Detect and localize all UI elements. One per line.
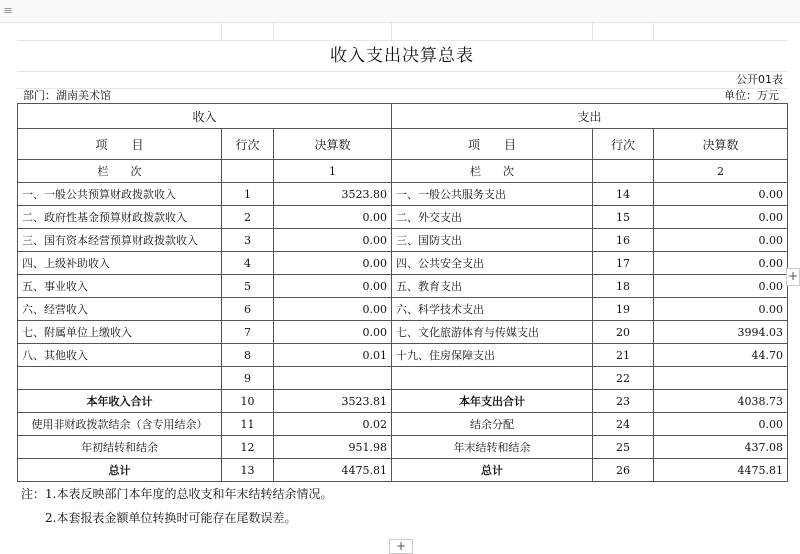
sheet-menu-icon[interactable]: ≡	[3, 4, 13, 17]
income-section-header[interactable]: 收入	[18, 104, 392, 129]
income-row-no-cell[interactable]: 7	[222, 321, 274, 344]
expense-item-header[interactable]: 项 目	[392, 129, 593, 160]
income-row-no-cell[interactable]: 5	[222, 275, 274, 298]
expense-amount-cell[interactable]: 0.00	[654, 206, 788, 229]
income-amount-cell[interactable]: 0.00	[274, 206, 392, 229]
expense-summary-label[interactable]: 年末结转和结余	[392, 436, 593, 459]
income-amount-cell[interactable]: 951.98	[274, 436, 392, 459]
expense-item-cell[interactable]: 三、国防支出	[392, 229, 593, 252]
table-row	[18, 183, 788, 206]
expense-item-cell[interactable]	[392, 367, 593, 390]
expense-row-no-cell[interactable]: 26	[593, 459, 654, 482]
expense-row-no-cell[interactable]: 17	[593, 252, 654, 275]
expense-item-cell[interactable]: 二、外交支出	[392, 206, 593, 229]
expense-column-number[interactable]: 2	[654, 160, 788, 183]
income-summary-label[interactable]: 本年收入合计	[18, 390, 222, 413]
expense-summary-label[interactable]: 结余分配	[392, 413, 593, 436]
expense-amount-header[interactable]: 决算数	[654, 129, 788, 160]
income-amount-cell[interactable]: 0.00	[274, 321, 392, 344]
expense-row-no-cell[interactable]: 25	[593, 436, 654, 459]
income-amount-cell[interactable]: 3523.81	[274, 390, 392, 413]
expense-item-cell[interactable]: 七、文化旅游体育与传媒支出	[392, 321, 593, 344]
section-header-row	[18, 104, 788, 129]
expense-item-cell[interactable]: 十九、住房保障支出	[392, 344, 593, 367]
expense-row-no-cell[interactable]: 22	[593, 367, 654, 390]
income-summary-label[interactable]: 使用非财政拨款结余（含专用结余）	[18, 413, 222, 436]
sheet-top-strip	[0, 0, 800, 23]
expense-amount-cell[interactable]: 0.00	[654, 298, 788, 321]
notes-area	[17, 482, 787, 530]
income-item-cell[interactable]: 八、其他收入	[18, 344, 222, 367]
expense-summary-label[interactable]: 总计	[392, 459, 593, 482]
expense-amount-cell[interactable]: 0.00	[654, 252, 788, 275]
table-row	[18, 367, 788, 390]
expense-row-no-cell[interactable]: 16	[593, 229, 654, 252]
income-summary-label[interactable]: 总计	[18, 459, 222, 482]
report-title: 收入支出决算总表	[330, 46, 474, 66]
income-amount-cell[interactable]	[274, 367, 392, 390]
summary-row	[18, 390, 788, 413]
unit-label: 单位：万元	[724, 89, 779, 102]
expense-summary-label[interactable]: 本年支出合计	[392, 390, 593, 413]
empty-cell[interactable]	[222, 160, 274, 183]
column-header-row	[18, 129, 788, 160]
income-row-no-cell[interactable]: 11	[222, 413, 274, 436]
expense-item-cell[interactable]: 六、科学技术支出	[392, 298, 593, 321]
income-row-no-cell[interactable]: 2	[222, 206, 274, 229]
income-summary-label[interactable]: 年初结转和结余	[18, 436, 222, 459]
note-line[interactable]: 注：1.本表反映部门本年度的总收支和年末结转结余情况。	[21, 487, 333, 501]
expense-amount-cell[interactable]: 4475.81	[654, 459, 788, 482]
income-item-cell[interactable]	[18, 367, 222, 390]
expense-row-no-header[interactable]: 行次	[593, 129, 654, 160]
empty-grid-row	[17, 22, 787, 41]
spreadsheet-area	[17, 22, 787, 530]
income-item-header[interactable]: 项 目	[18, 129, 222, 160]
column-label[interactable]: 栏 次	[18, 160, 222, 183]
expense-row-no-cell[interactable]: 14	[593, 183, 654, 206]
table-row	[18, 206, 788, 229]
department-line	[17, 88, 787, 103]
expense-amount-cell[interactable]: 44.70	[654, 344, 788, 367]
expense-row-no-cell[interactable]: 19	[593, 298, 654, 321]
expense-amount-cell[interactable]: 3994.03	[654, 321, 788, 344]
table-row	[18, 321, 788, 344]
column-label-row	[18, 160, 788, 183]
expense-amount-cell[interactable]	[654, 367, 788, 390]
note-line[interactable]: 2.本套报表金额单位转换时可能存在尾数误差。	[45, 511, 297, 525]
income-amount-cell[interactable]: 0.00	[274, 275, 392, 298]
add-row-plus-icon[interactable]: +	[389, 539, 413, 554]
income-row-no-cell[interactable]: 6	[222, 298, 274, 321]
expense-amount-cell[interactable]: 0.00	[654, 229, 788, 252]
expense-section-header[interactable]: 支出	[392, 104, 788, 129]
column-label[interactable]: 栏 次	[392, 160, 593, 183]
income-row-no-cell[interactable]: 9	[222, 367, 274, 390]
department-label: 部门：湖南美术馆	[23, 89, 111, 102]
empty-cell[interactable]	[593, 160, 654, 183]
income-amount-cell[interactable]: 0.00	[274, 229, 392, 252]
expense-amount-cell[interactable]: 0.00	[654, 183, 788, 206]
table-row	[18, 344, 788, 367]
table-row	[18, 298, 788, 321]
income-row-no-cell[interactable]: 4	[222, 252, 274, 275]
income-item-cell[interactable]: 四、上级补助收入	[18, 252, 222, 275]
income-amount-cell[interactable]: 4475.81	[274, 459, 392, 482]
form-code: 公开01表	[17, 71, 787, 88]
income-item-cell[interactable]: 六、经营收入	[18, 298, 222, 321]
budget-table	[17, 103, 788, 482]
income-row-no-cell[interactable]: 1	[222, 183, 274, 206]
table-row	[18, 252, 788, 275]
summary-row	[18, 436, 788, 459]
table-row	[18, 229, 788, 252]
expense-amount-cell[interactable]: 437.08	[654, 436, 788, 459]
expense-row-no-cell[interactable]: 24	[593, 413, 654, 436]
income-row-no-header[interactable]: 行次	[222, 129, 274, 160]
income-amount-cell[interactable]: 0.00	[274, 298, 392, 321]
income-amount-cell[interactable]: 0.00	[274, 252, 392, 275]
income-item-cell[interactable]: 三、国有资本经营预算财政拨款收入	[18, 229, 222, 252]
add-column-plus-icon[interactable]: +	[786, 268, 800, 286]
expense-item-cell[interactable]: 一、一般公共服务支出	[392, 183, 593, 206]
expense-item-cell[interactable]: 五、教育支出	[392, 275, 593, 298]
income-row-no-cell[interactable]: 3	[222, 229, 274, 252]
expense-amount-cell[interactable]: 0.00	[654, 275, 788, 298]
income-column-number[interactable]: 1	[274, 160, 392, 183]
summary-row	[18, 413, 788, 436]
expense-row-no-cell[interactable]: 15	[593, 206, 654, 229]
expense-amount-cell[interactable]: 0.00	[654, 413, 788, 436]
income-item-cell[interactable]: 二、政府性基金预算财政拨款收入	[18, 206, 222, 229]
expense-row-no-cell[interactable]: 20	[593, 321, 654, 344]
summary-row	[18, 459, 788, 482]
income-item-cell[interactable]: 一、一般公共预算财政拨款收入	[18, 183, 222, 206]
income-amount-cell[interactable]: 3523.80	[274, 183, 392, 206]
expense-row-no-cell[interactable]: 23	[593, 390, 654, 413]
income-item-cell[interactable]: 七、附属单位上缴收入	[18, 321, 222, 344]
income-row-no-cell[interactable]: 8	[222, 344, 274, 367]
income-amount-cell[interactable]: 0.02	[274, 413, 392, 436]
income-amount-cell[interactable]: 0.01	[274, 344, 392, 367]
income-row-no-cell[interactable]: 12	[222, 436, 274, 459]
income-item-cell[interactable]: 五、事业收入	[18, 275, 222, 298]
expense-row-no-cell[interactable]: 21	[593, 344, 654, 367]
expense-item-cell[interactable]: 四、公共安全支出	[392, 252, 593, 275]
expense-row-no-cell[interactable]: 18	[593, 275, 654, 298]
income-row-no-cell[interactable]: 10	[222, 390, 274, 413]
table-row	[18, 275, 788, 298]
income-row-no-cell[interactable]: 13	[222, 459, 274, 482]
expense-amount-cell[interactable]: 4038.73	[654, 390, 788, 413]
income-amount-header[interactable]: 决算数	[274, 129, 392, 160]
